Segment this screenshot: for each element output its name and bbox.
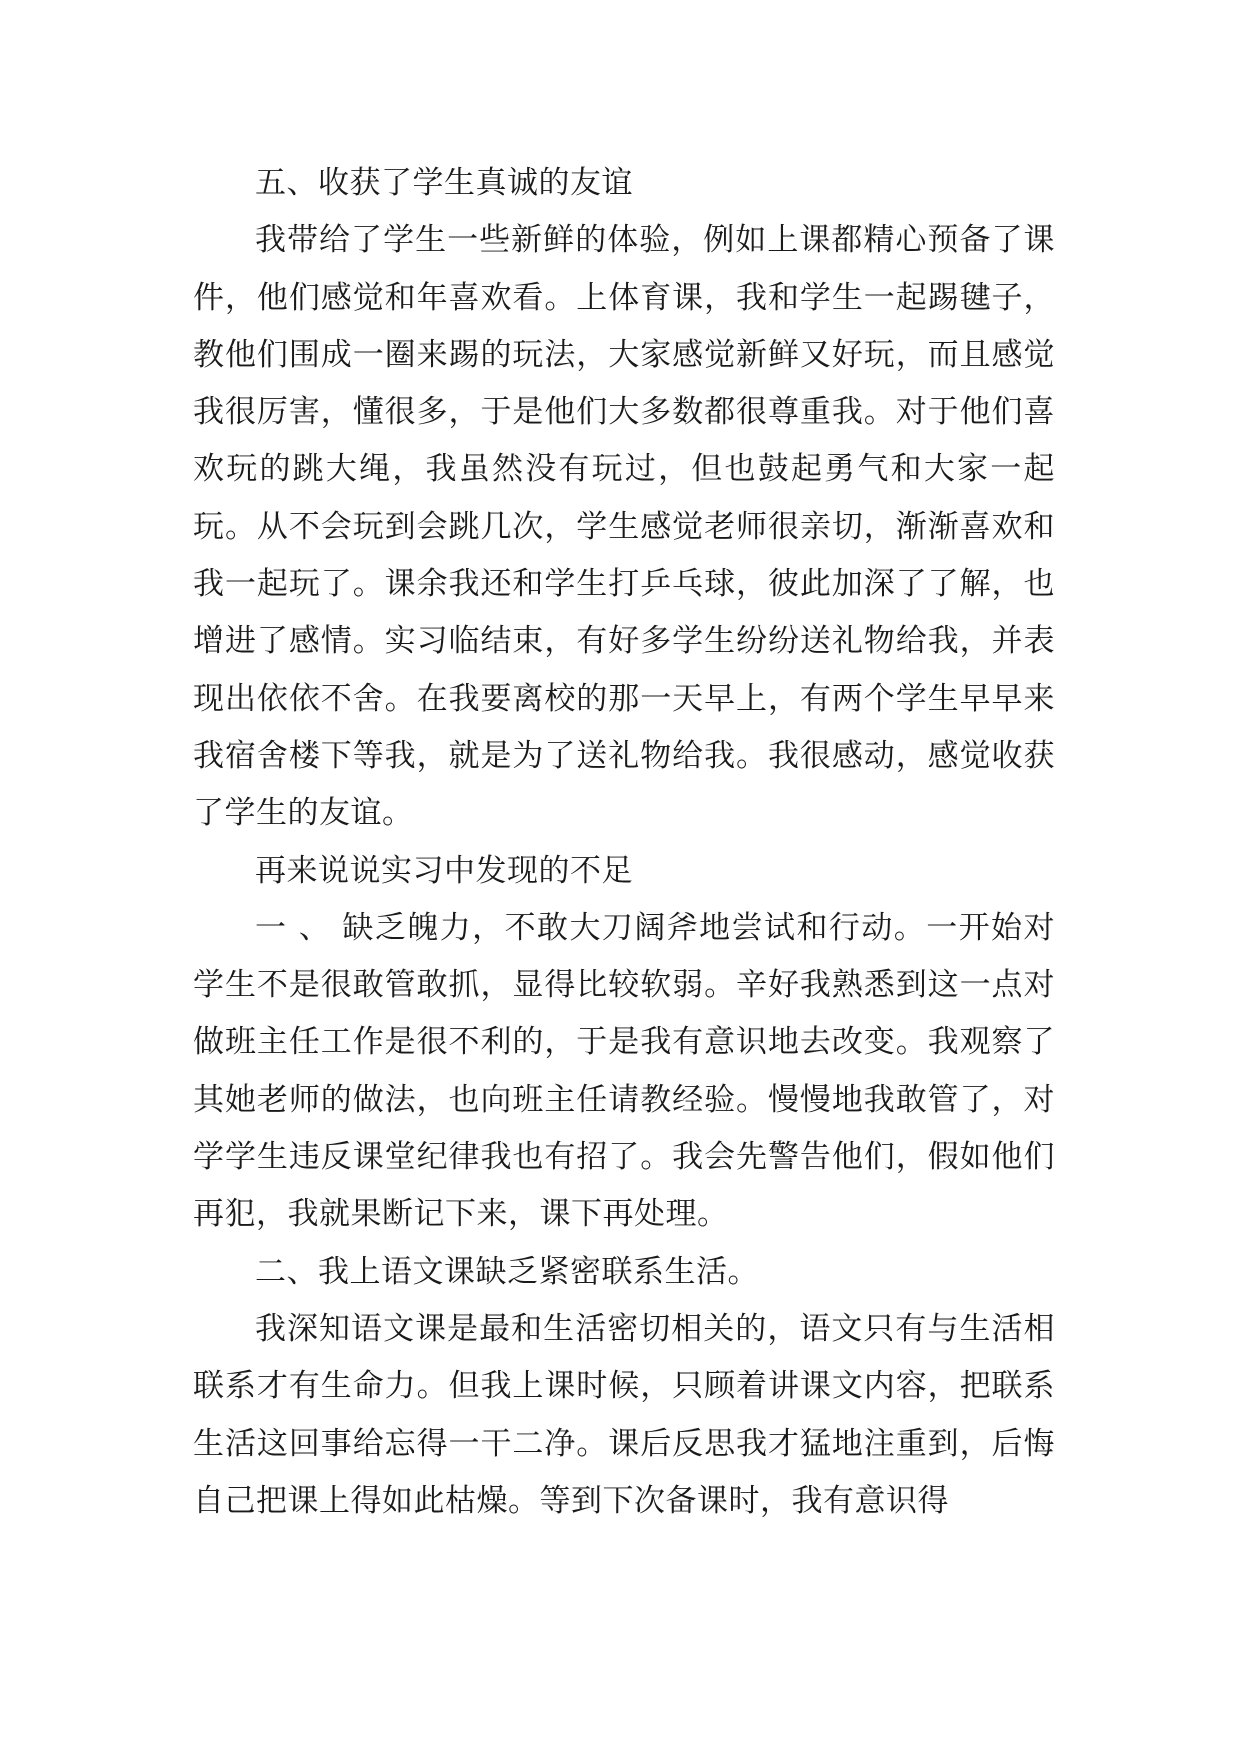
paragraph-shortcoming-one: 一 、 缺乏魄力，不敢大刀阔斧地尝试和行动。一开始对学生不是很敢管敢抓，显得比较软弱。辛好我熟悉到这一点对做班主任工作是很不利的，于是我有意识地去改变。我观察了其她老师的做法，也向班主任请教经验。慢慢地我敢管了，对学学生违反课堂纪律我也有招了。我会先警告他们，假如他们再犯，我就果断记下来，课下再处理。 <box>193 909 1055 1233</box>
section-heading-friendship: 五、收获了学生真诚的友谊 <box>255 165 633 201</box>
document-body <box>193 155 1055 1530</box>
section-heading-shortcoming-two: 二、我上语文课缺乏紧密联系生活。 <box>255 1253 759 1290</box>
paragraph-shortcoming-two-body: 我深知语文课是最和生活密切相关的，语文只有与生活相联系才有生命力。但我上课时候，只顾着讲课文内容，把联系生活这回事给忘得一干二净。课后反思我才猛地注重到，后悔自己把课上得如此枯燥。等到下次备课时，我有意识得 <box>193 1310 1055 1519</box>
section-heading-shortcomings: 再来说说实习中发现的不足 <box>255 852 633 889</box>
paragraph-friendship-body: 我带给了学生一些新鲜的体验，例如上课都精心预备了课件，他们感觉和年喜欢看。上体育课，我和学生一起踢毽子，教他们围成一圈来踢的玩法，大家感觉新鲜又好玩，而且感觉我很厉害，懂很多，于是他们大多数都很尊重我。对于他们喜欢玩的跳大绳，我虽然没有玩过，但也鼓起勇气和大家一起玩。从不会玩到会跳几次，学生感觉老师很亲切，渐渐喜欢和我一起玩了。课余我还和学生打乒乓球，彼此加深了了解，也增进了感情。实习临结束，有好多学生纷纷送礼物给我，并表现出依依不舍。在我要离校的那一天早上，有两个学生早早来我宿舍楼下等我，就是为了送礼物给我。我很感动，感觉收获了学生的友谊。 <box>193 222 1055 832</box>
